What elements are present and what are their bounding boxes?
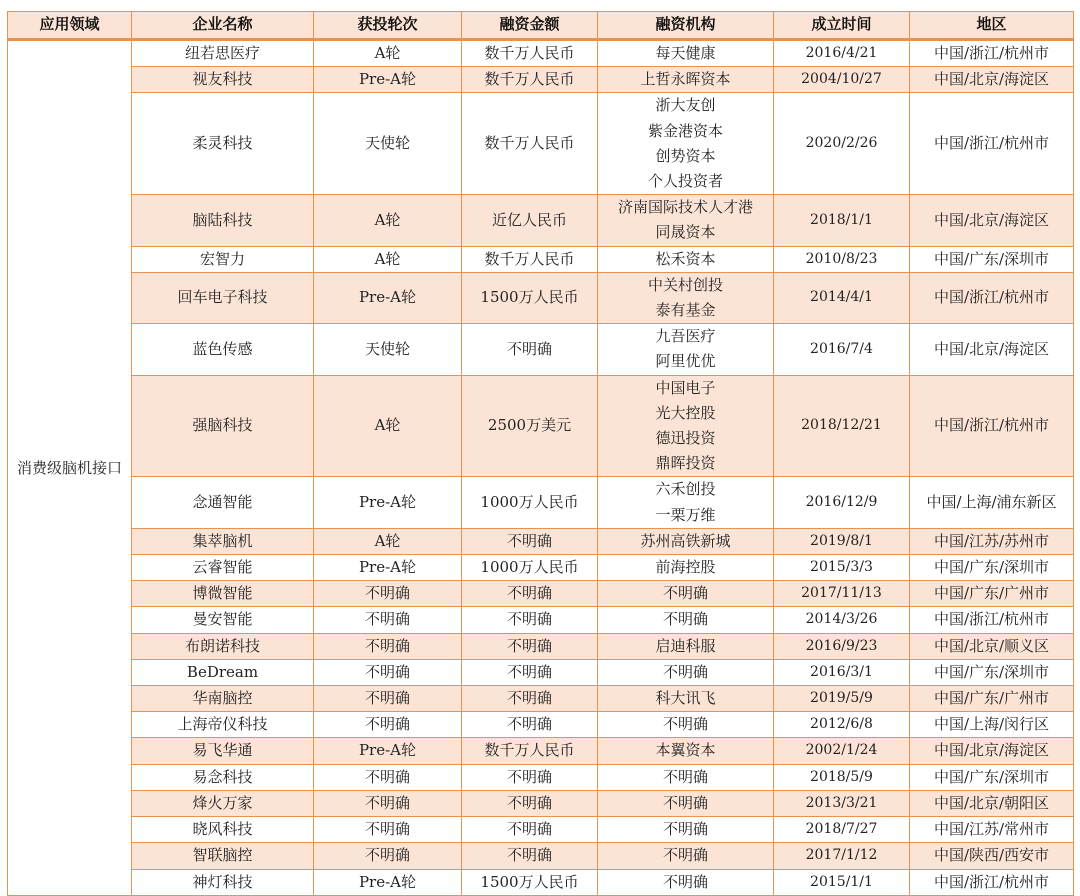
investors-cell	[598, 659, 774, 685]
investor-name: 苏州高铁新城	[640, 531, 731, 550]
amount-cell: 数千万人民币	[462, 246, 598, 272]
founded-cell: 2019/5/9	[774, 686, 910, 712]
round-cell: Pre-A轮	[314, 869, 462, 895]
table-row	[8, 246, 1074, 272]
table-row	[8, 712, 1074, 738]
table-row	[8, 607, 1074, 633]
round-cell: A轮	[314, 246, 462, 272]
table-row	[8, 528, 1074, 554]
table-row	[8, 93, 1074, 195]
investor-name: 一栗万维	[655, 505, 716, 524]
company-cell: 云睿智能	[132, 555, 314, 581]
investors-cell	[598, 869, 774, 895]
amount-cell: 数千万人民币	[462, 93, 598, 195]
founded-cell: 2016/3/1	[774, 659, 910, 685]
investor-name: 不明确	[662, 584, 708, 603]
founded-cell: 2014/4/1	[774, 272, 910, 323]
investor-name: 德迅投资	[655, 429, 716, 448]
investor-name: 不明确	[662, 662, 708, 681]
investor-name: 浙大友创	[655, 96, 716, 115]
company-cell: 华南脑控	[132, 686, 314, 712]
amount-cell: 数千万人民币	[462, 40, 598, 67]
round-cell: 不明确	[314, 581, 462, 607]
company-cell: 纽若思医疗	[132, 40, 314, 67]
table-row	[8, 195, 1074, 246]
investors-cell	[598, 738, 774, 764]
round-cell: 不明确	[314, 633, 462, 659]
investor-name: 松禾资本	[655, 249, 716, 268]
investors-cell	[598, 764, 774, 790]
table-row	[8, 869, 1074, 895]
region-cell: 中国/广东/深圳市	[910, 764, 1074, 790]
region-cell: 中国/广东/深圳市	[910, 246, 1074, 272]
amount-cell: 不明确	[462, 528, 598, 554]
investor-name: 九吾医疗	[655, 327, 716, 346]
header-investors: 融资机构	[598, 12, 774, 40]
round-cell: 不明确	[314, 817, 462, 843]
investors-cell	[598, 581, 774, 607]
amount-cell: 不明确	[462, 790, 598, 816]
amount-cell: 数千万人民币	[462, 738, 598, 764]
round-cell: Pre-A轮	[314, 477, 462, 528]
investors-cell	[598, 40, 774, 67]
investor-name: 科大讯飞	[655, 689, 716, 708]
amount-cell: 1000万人民币	[462, 555, 598, 581]
header-region: 地区	[910, 12, 1074, 40]
company-cell: 上海帝仪科技	[132, 712, 314, 738]
amount-cell: 数千万人民币	[462, 67, 598, 93]
founded-cell: 2016/9/23	[774, 633, 910, 659]
founded-cell: 2013/3/21	[774, 790, 910, 816]
investor-name: 六禾创投	[655, 480, 716, 499]
round-cell: Pre-A轮	[314, 272, 462, 323]
founded-cell: 2020/2/26	[774, 93, 910, 195]
investors-cell	[598, 93, 774, 195]
company-cell: 蓝色传感	[132, 324, 314, 375]
round-cell: Pre-A轮	[314, 555, 462, 581]
round-cell: 天使轮	[314, 324, 462, 375]
amount-cell: 不明确	[462, 659, 598, 685]
investor-name: 上哲永晖资本	[640, 70, 731, 89]
founded-cell: 2017/11/13	[774, 581, 910, 607]
company-cell: 博微智能	[132, 581, 314, 607]
region-cell: 中国/广东/深圳市	[910, 659, 1074, 685]
amount-cell: 不明确	[462, 324, 598, 375]
founded-cell: 2018/12/21	[774, 375, 910, 477]
table-container	[7, 11, 1073, 896]
founded-cell: 2015/3/3	[774, 555, 910, 581]
founded-cell: 2002/1/24	[774, 738, 910, 764]
company-cell: 曼安智能	[132, 607, 314, 633]
investors-cell	[598, 686, 774, 712]
region-cell: 中国/浙江/杭州市	[910, 375, 1074, 477]
header-founded: 成立时间	[774, 12, 910, 40]
investor-name: 不明确	[662, 820, 708, 839]
round-cell: 不明确	[314, 607, 462, 633]
round-cell: Pre-A轮	[314, 738, 462, 764]
company-cell: 宏智力	[132, 246, 314, 272]
company-cell: 强脑科技	[132, 375, 314, 477]
table-row	[8, 67, 1074, 93]
company-cell: 晓风科技	[132, 817, 314, 843]
investors-cell	[598, 528, 774, 554]
company-cell: 烽火万家	[132, 790, 314, 816]
company-cell: 布朗诺科技	[132, 633, 314, 659]
investor-name: 个人投资者	[647, 172, 723, 191]
region-cell: 中国/江苏/常州市	[910, 817, 1074, 843]
investors-cell	[598, 477, 774, 528]
round-cell: A轮	[314, 40, 462, 67]
investor-name: 鼎晖投资	[655, 454, 716, 473]
investor-name: 前海控股	[655, 558, 716, 577]
header-round: 获投轮次	[314, 12, 462, 40]
region-cell: 中国/广东/广州市	[910, 686, 1074, 712]
company-cell: 易飞华通	[132, 738, 314, 764]
founded-cell: 2017/1/12	[774, 843, 910, 869]
round-cell: 不明确	[314, 659, 462, 685]
investors-cell	[598, 67, 774, 93]
investor-name: 不明确	[662, 793, 708, 812]
amount-cell: 不明确	[462, 686, 598, 712]
round-cell: 不明确	[314, 686, 462, 712]
amount-cell: 不明确	[462, 581, 598, 607]
investor-name: 启迪科服	[655, 636, 716, 655]
investor-name: 济南国际技术人才港	[617, 198, 753, 217]
founded-cell: 2019/8/1	[774, 528, 910, 554]
investor-name: 不明确	[662, 872, 708, 891]
amount-cell: 近亿人民币	[462, 195, 598, 246]
region-cell: 中国/江苏/苏州市	[910, 528, 1074, 554]
amount-cell: 1500万人民币	[462, 272, 598, 323]
investor-name: 中国电子	[655, 378, 716, 397]
region-cell: 中国/北京/朝阳区	[910, 790, 1074, 816]
company-cell: 集萃脑机	[132, 528, 314, 554]
founded-cell: 2016/7/4	[774, 324, 910, 375]
table-row	[8, 272, 1074, 323]
round-cell: A轮	[314, 375, 462, 477]
table-row	[8, 738, 1074, 764]
investors-cell	[598, 246, 774, 272]
region-cell: 中国/浙江/杭州市	[910, 93, 1074, 195]
investors-cell	[598, 843, 774, 869]
round-cell: A轮	[314, 195, 462, 246]
round-cell: Pre-A轮	[314, 67, 462, 93]
company-cell: BeDream	[132, 659, 314, 685]
region-cell: 中国/北京/海淀区	[910, 738, 1074, 764]
investor-name: 本翼资本	[655, 741, 716, 760]
table-row	[8, 375, 1074, 477]
amount-cell: 不明确	[462, 764, 598, 790]
founded-cell: 2012/6/8	[774, 712, 910, 738]
founded-cell: 2010/8/23	[774, 246, 910, 272]
founded-cell: 2018/1/1	[774, 195, 910, 246]
investors-cell	[598, 375, 774, 477]
round-cell: A轮	[314, 528, 462, 554]
investor-name: 中关村创投	[647, 275, 723, 294]
investor-name: 同晟资本	[655, 223, 716, 242]
investors-cell	[598, 790, 774, 816]
region-cell: 中国/浙江/杭州市	[910, 607, 1074, 633]
investors-cell	[598, 633, 774, 659]
investors-cell	[598, 272, 774, 323]
investor-name: 每天健康	[655, 44, 716, 62]
region-cell: 中国/广东/深圳市	[910, 555, 1074, 581]
table-row	[8, 581, 1074, 607]
investor-name: 不明确	[662, 767, 708, 786]
region-cell: 中国/广东/广州市	[910, 581, 1074, 607]
amount-cell: 不明确	[462, 633, 598, 659]
amount-cell: 不明确	[462, 712, 598, 738]
table-row	[8, 555, 1074, 581]
region-cell: 中国/北京/海淀区	[910, 195, 1074, 246]
investors-cell	[598, 324, 774, 375]
amount-cell: 不明确	[462, 817, 598, 843]
investor-name: 紫金港资本	[647, 121, 723, 140]
region-cell: 中国/浙江/杭州市	[910, 40, 1074, 67]
region-cell: 中国/北京/海淀区	[910, 324, 1074, 375]
company-cell: 神灯科技	[132, 869, 314, 895]
investors-cell	[598, 712, 774, 738]
table-row	[8, 324, 1074, 375]
amount-cell: 2500万美元	[462, 375, 598, 477]
header-company: 企业名称	[132, 12, 314, 40]
founded-cell: 2018/5/9	[774, 764, 910, 790]
investors-cell	[598, 555, 774, 581]
application-field-cell: 消费级脑机接口	[8, 40, 132, 896]
amount-cell: 1500万人民币	[462, 869, 598, 895]
founded-cell: 2015/1/1	[774, 869, 910, 895]
table-row	[8, 659, 1074, 685]
founded-cell: 2004/10/27	[774, 67, 910, 93]
header-amount: 融资金额	[462, 12, 598, 40]
table-row	[8, 843, 1074, 869]
region-cell: 中国/上海/浦东新区	[910, 477, 1074, 528]
round-cell: 不明确	[314, 712, 462, 738]
company-cell: 柔灵科技	[132, 93, 314, 195]
amount-cell: 不明确	[462, 843, 598, 869]
investor-name: 光大控股	[655, 403, 716, 422]
investor-name: 不明确	[662, 846, 708, 865]
founded-cell: 2016/12/9	[774, 477, 910, 528]
table-row	[8, 817, 1074, 843]
company-cell: 智联脑控	[132, 843, 314, 869]
company-cell: 视友科技	[132, 67, 314, 93]
header-row	[8, 12, 1074, 40]
investor-name: 泰有基金	[655, 301, 716, 320]
investor-name: 创势资本	[655, 146, 716, 165]
founded-cell: 2018/7/27	[774, 817, 910, 843]
round-cell: 不明确	[314, 790, 462, 816]
region-cell: 中国/浙江/杭州市	[910, 869, 1074, 895]
company-cell: 回车电子科技	[132, 272, 314, 323]
investor-name: 阿里优优	[655, 352, 716, 371]
header-field: 应用领域	[8, 12, 132, 40]
founded-cell: 2014/3/26	[774, 607, 910, 633]
investors-cell	[598, 195, 774, 246]
region-cell: 中国/北京/海淀区	[910, 67, 1074, 93]
founded-cell: 2016/4/21	[774, 40, 910, 67]
region-cell: 中国/陕西/西安市	[910, 843, 1074, 869]
region-cell: 中国/浙江/杭州市	[910, 272, 1074, 323]
region-cell: 中国/北京/顺义区	[910, 633, 1074, 659]
table-row	[8, 790, 1074, 816]
investors-cell	[598, 817, 774, 843]
company-cell: 念通智能	[132, 477, 314, 528]
company-cell: 脑陆科技	[132, 195, 314, 246]
amount-cell: 不明确	[462, 607, 598, 633]
investor-name: 不明确	[662, 610, 708, 629]
financing-table	[7, 11, 1074, 896]
table-row	[8, 764, 1074, 790]
company-cell: 易念科技	[132, 764, 314, 790]
table-row	[8, 633, 1074, 659]
round-cell: 不明确	[314, 843, 462, 869]
table-row	[8, 477, 1074, 528]
investors-cell	[598, 607, 774, 633]
investor-name: 不明确	[662, 715, 708, 734]
table-row	[8, 40, 1074, 67]
round-cell: 不明确	[314, 764, 462, 790]
region-cell: 中国/上海/闵行区	[910, 712, 1074, 738]
amount-cell: 1000万人民币	[462, 477, 598, 528]
table-row	[8, 686, 1074, 712]
round-cell: 天使轮	[314, 93, 462, 195]
